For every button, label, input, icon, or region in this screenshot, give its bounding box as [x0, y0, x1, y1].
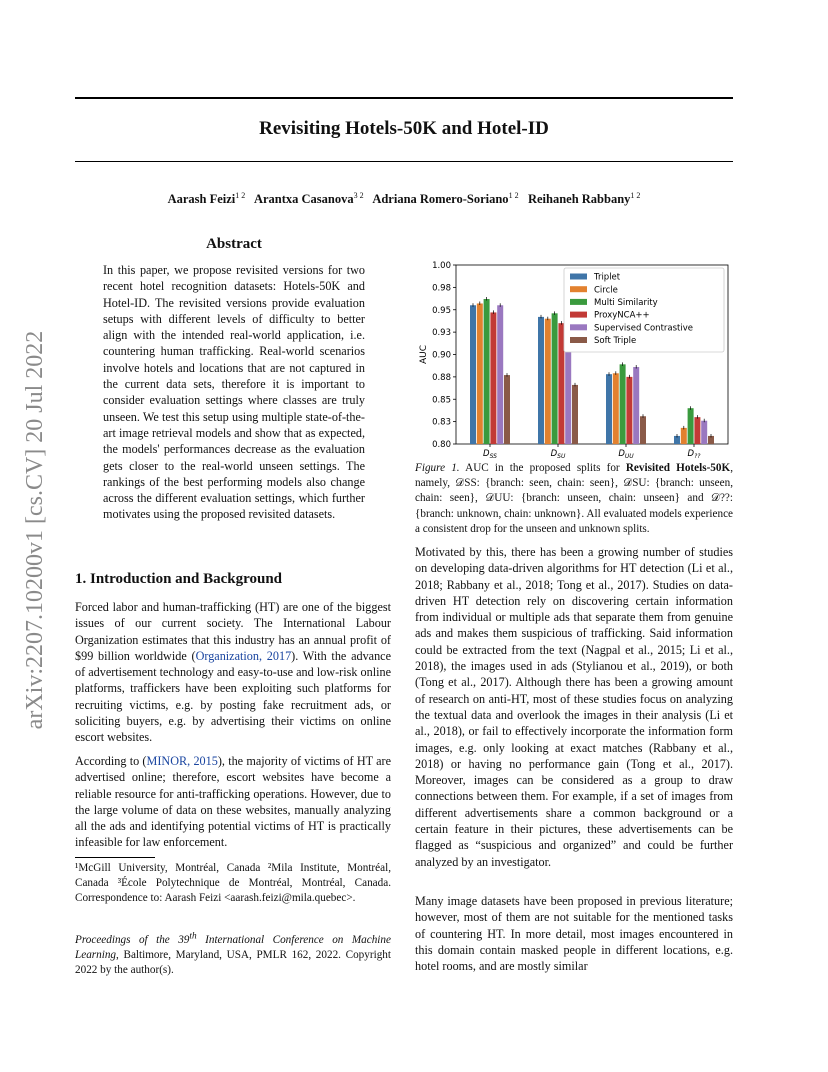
y-tick-label: 0.93: [432, 328, 451, 339]
right-paragraph-2: Many image datasets have been proposed in previous literature; however, most of them are not suitable for the mentioned tasks of countering HT. In more detail, most images encountered in this domain contain masked people in different locations, e.g. hotel rooms, and are mostly similar: [415, 894, 733, 974]
citation-link[interactable]: MINOR, 2015: [146, 754, 218, 768]
bar: [572, 385, 578, 444]
bar: [626, 377, 632, 444]
bar: [606, 374, 612, 444]
auc-bar-chart: [412, 255, 734, 460]
proceedings-note: Proceedings of the 39th International Conference on Machine Learning, Baltimore, Maryland, USA, PMLR 162, 2022. Copyright 2022 by the author(s).: [75, 931, 391, 976]
bar: [681, 428, 687, 444]
bar: [613, 373, 619, 444]
author-list: [75, 191, 733, 207]
bar: [504, 375, 510, 444]
citation-link[interactable]: Organization, 2017: [195, 648, 292, 663]
bar: [620, 364, 626, 444]
legend-label: Triplet: [594, 272, 621, 283]
legend-swatch: [570, 274, 587, 280]
legend-label: Supervised Contrastive: [594, 323, 693, 334]
bar: [701, 421, 707, 444]
y-tick-label: 0.88: [432, 372, 451, 383]
title-rule-bottom: [75, 161, 733, 162]
bar: [688, 408, 694, 444]
legend-label: Soft Triple: [594, 336, 637, 347]
bar: [552, 313, 558, 444]
bar: [470, 305, 476, 444]
legend-swatch: [570, 299, 587, 305]
intro-paragraph-1: Forced labor and human-trafficking (HT) are one of the biggest issues of our current society. The International Labour Organization estimates that this industry has an annual profit of $99 billion worldwide (Organization, 2017). With the advance of advertisement technology and easy-to-use and low-risk online platforms, traffickers have been exploiting such platforms for recruiting victims, e.g. by posting fake recruitment ads, or soliciting buyers, e.g. by advertising their victims on online escort websites.: [75, 600, 391, 745]
y-tick-label: 0.98: [432, 283, 451, 294]
arxiv-identifier: arXiv:2207.10200v1 [cs.CV] 20 Jul 2022: [22, 330, 48, 730]
author: Aarash Feizi$^{1 2}$: [167, 191, 246, 207]
author: Arantxa Casanova$^{3 2}$: [253, 191, 364, 207]
y-tick-label: 0.83: [432, 417, 451, 428]
legend-label: Circle: [594, 285, 618, 296]
legend-swatch: [570, 312, 587, 318]
y-tick-label: 0.85: [432, 395, 451, 406]
bar: [477, 303, 483, 444]
paper-title: Revisiting Hotels-50K and Hotel-ID: [259, 118, 549, 139]
bar: [545, 319, 551, 444]
legend-swatch: [570, 337, 587, 343]
legend-label: Multi Similarity: [594, 298, 658, 308]
legend-label: ProxyNCA++: [594, 310, 650, 321]
figure-1-chart: [412, 255, 734, 460]
affiliation-footnote: ¹McGill University, Montréal, Canada ²Mila Institute, Montréal, Canada ³École Polytechnique de Montréal, Montréal, Canada. Correspondence to: Aarash Feizi <aarash.feizi@mila.quebec>.: [75, 862, 391, 904]
footnote-rule: [75, 857, 155, 858]
abstract-text: In this paper, we propose revisited versions for two recent hotel recognition datasets: Hotels-50K and Hotel-ID. The revisited versions provide evaluation setups with different levels of difficulty to better align with the intended real-world application, i.e. countering human trafficking. Real-world scenarios involve hotels and locations that are not captured in the current data sets, therefore it is important to consider evaluation settings where classes are truly unseen. We test this setup using multiple state-of-the-art image retrieval models and show that as expected, the models' performances decrease as the evaluation gets closer to the real-world unseen settings. The rankings of the best performing models also change across the different evaluation settings, which further motivates using the proposed revisited datasets.: [103, 263, 365, 522]
y-axis-label: AUC: [419, 344, 429, 365]
bar: [497, 305, 503, 444]
right-paragraph-1: Motivated by this, there has been a growing number of studies on developing data-driven algorithms for HT detection (Li et al., 2018; Rabbany et al., 2018; Tong et al., 2017). Studies on data-driven HT detection rely on discovering certain information from individual or multiple ads that separate them from genuine ads and makes them suspicious of trafficking. Said information could be extracted from the text (Nagpal et al., 2015; Li et al., 2018), the images used in ads (Stylianou et al., 2019), or both (Tong et al., 2017). Although there has been a growing amount of research on anti-HT, most of these studies focus on analyzing the textual data and overlook the images in their analysis (Li et al., 2018), or fail to effectively incorporate the information form images, e.g. only looking at exact matches (Rabbany et al., 2018) or having no performance gain (Tong et al., 2017). Moreover, images can be considered as a group to draw connections between them. For example, if a set of images from different advertisements share a common background or a certain feature in their pictures, these advertisements can be flagged as “suspicious and organized” and could be further analyzed by an investigator.: [415, 545, 733, 869]
x-tick-label: $D_{UU}$: [618, 449, 634, 460]
bar: [538, 317, 544, 444]
abstract-heading: Abstract: [206, 236, 262, 252]
intro-paragraph-2: According to (MINOR, 2015), the majority of victims of HT are advertised online; therefore, escort websites have become a reliable resource for anti-trafficking operations. However, due to the large volume of data on these websites, manually analyzing all the ads and identifying potential victims of HT is practically infeasible for law enforcement.: [75, 754, 392, 850]
x-tick-label: $D_{??}$: [687, 449, 701, 460]
legend-swatch: [570, 286, 587, 292]
title-rule-top: [75, 97, 733, 99]
bar: [694, 417, 700, 444]
y-tick-label: 1.00: [432, 261, 451, 271]
y-tick-label: 0.80: [432, 440, 451, 450]
author: Adriana Romero-Soriano$^{1 2}$: [372, 191, 519, 207]
author: Reihaneh Rabbany$^{1 2}$: [527, 191, 641, 207]
bar: [640, 416, 646, 444]
bar: [490, 312, 496, 444]
y-tick-label: 0.95: [432, 305, 451, 316]
section-heading: 1. Introduction and Background: [75, 571, 283, 587]
y-tick-label: 0.90: [432, 350, 451, 361]
bar: [484, 299, 490, 444]
x-tick-label: $D_{SU}$: [550, 449, 566, 460]
bar: [633, 367, 639, 444]
legend-swatch: [570, 324, 587, 330]
bar: [558, 323, 564, 444]
x-tick-label: $D_{SS}$: [483, 449, 497, 460]
figure-caption: Figure 1. AUC in the proposed splits for Revisited Hotels-50K, namely, 𝒟SS: {branch: seen, chain: seen}, 𝒟SU: {branch: unseen, chain: seen}, 𝒟UU: {branch: unseen, chain: unseen} and 𝒟??: {branch: unknown, chain: unknown}. All evaluated models experience a consistent drop for the unseen and unknown splits.: [415, 462, 733, 535]
